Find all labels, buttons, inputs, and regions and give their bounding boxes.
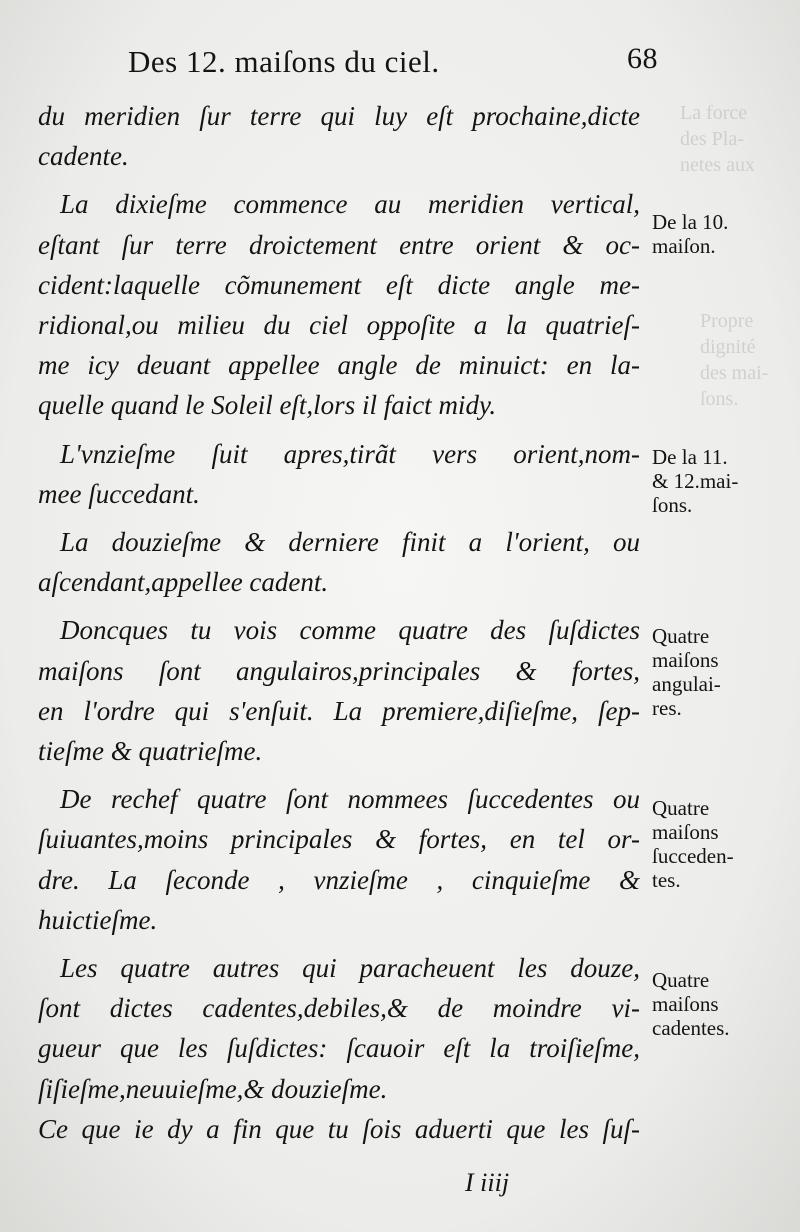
note-line: & 12.mai- <box>652 469 739 493</box>
note-line: maiſons <box>652 992 719 1016</box>
text-line: ſuiuantes,moins principales & fortes, en tel or- <box>38 824 640 855</box>
text-line: cadente. <box>38 141 129 172</box>
text-line: ſiſieſme,neuuieſme,& douzieſme. <box>38 1073 388 1104</box>
header-title: Des 12. maiſons du ciel. <box>128 44 440 79</box>
main-text <box>38 96 640 1149</box>
margin-note-eleventh-twelfth-houses <box>652 445 792 517</box>
text-line: ſont dictes cadentes,debiles,& de moindre vi- <box>38 993 640 1024</box>
note-line: ſons. <box>652 493 693 517</box>
note-line: maiſon. <box>652 234 716 258</box>
text-line: huictieſme. <box>38 904 158 935</box>
text-line: eſtant ſur terre droictement entre orient & oc- <box>38 229 640 260</box>
note-line: De la 10. <box>652 210 729 234</box>
note-line: angulai- <box>652 672 721 696</box>
text-line: ridional,ou milieu du ciel oppoſite a la quatrieſ- <box>38 310 640 341</box>
text-line: tieſme & quatrieſme. <box>38 736 263 767</box>
text-line: L'vnzieſme ſuit apres,tirãt vers orient,nom- <box>60 438 640 469</box>
note-line: cadentes. <box>652 1016 730 1040</box>
text-line: Doncques tu vois comme quatre des ſuſdictes <box>60 615 640 646</box>
note-line: maiſons <box>652 648 719 672</box>
text-line: La douzieſme & derniere finit a l'orient, ou <box>60 527 640 558</box>
margin-note-tenth-house <box>652 210 792 258</box>
margin-note-angular <box>652 624 792 720</box>
note-line: tes. <box>652 868 681 892</box>
text-line: La dixieſme commence au meridien vertical, <box>60 189 640 220</box>
margin-note-succedent <box>652 796 792 892</box>
signature-mark: I iiij <box>465 1168 510 1197</box>
text-line: aſcendant,appellee cadent. <box>38 567 329 598</box>
text-line: maiſons ſont angulairos,principales & fortes, <box>38 655 640 686</box>
text-line: gueur que les ſuſdictes: ſcauoir eſt la troiſieſme, <box>38 1033 640 1064</box>
text-line: De rechef quatre ſont nommees ſuccedentes ou <box>60 784 640 815</box>
text-line: Les quatre autres qui paracheuent les douze, <box>60 953 640 984</box>
note-line: maiſons <box>652 820 719 844</box>
text-line: Ce que ie dy a fin que tu ſois aduerti que les ſuſ- <box>38 1113 640 1144</box>
note-line: ſucceden- <box>652 844 734 868</box>
note-line: Quatre <box>652 624 710 648</box>
text-line: me icy deuant appellee angle de minuict: en la- <box>38 350 640 381</box>
text-line: dre. La ſeconde , vnzieſme , cinquieſme & <box>38 864 640 895</box>
page-number: 68 <box>627 42 658 75</box>
margin-note-cadent <box>652 968 792 1040</box>
text-line: en l'ordre qui s'enſuit. La premiere,diſieſme, ſep- <box>38 695 640 726</box>
note-line: Quatre <box>652 796 710 820</box>
text-line: du meridien ſur terre qui luy eſt prochaine,dicte <box>38 101 640 131</box>
note-line: De la 11. <box>652 445 728 469</box>
note-line: res. <box>652 696 682 720</box>
running-header <box>128 44 658 84</box>
note-line: Quatre <box>652 968 710 992</box>
text-line: cident:laquelle cõmunement eſt dicte angle me- <box>38 269 640 300</box>
text-line: mee ſuccedant. <box>38 478 200 509</box>
bleed-through-text: La force des Pla- netes aux Propre dignité des mai- ſons. <box>680 102 769 410</box>
text-line: quelle quand le Soleil eſt,lors il faict midy. <box>38 390 497 421</box>
